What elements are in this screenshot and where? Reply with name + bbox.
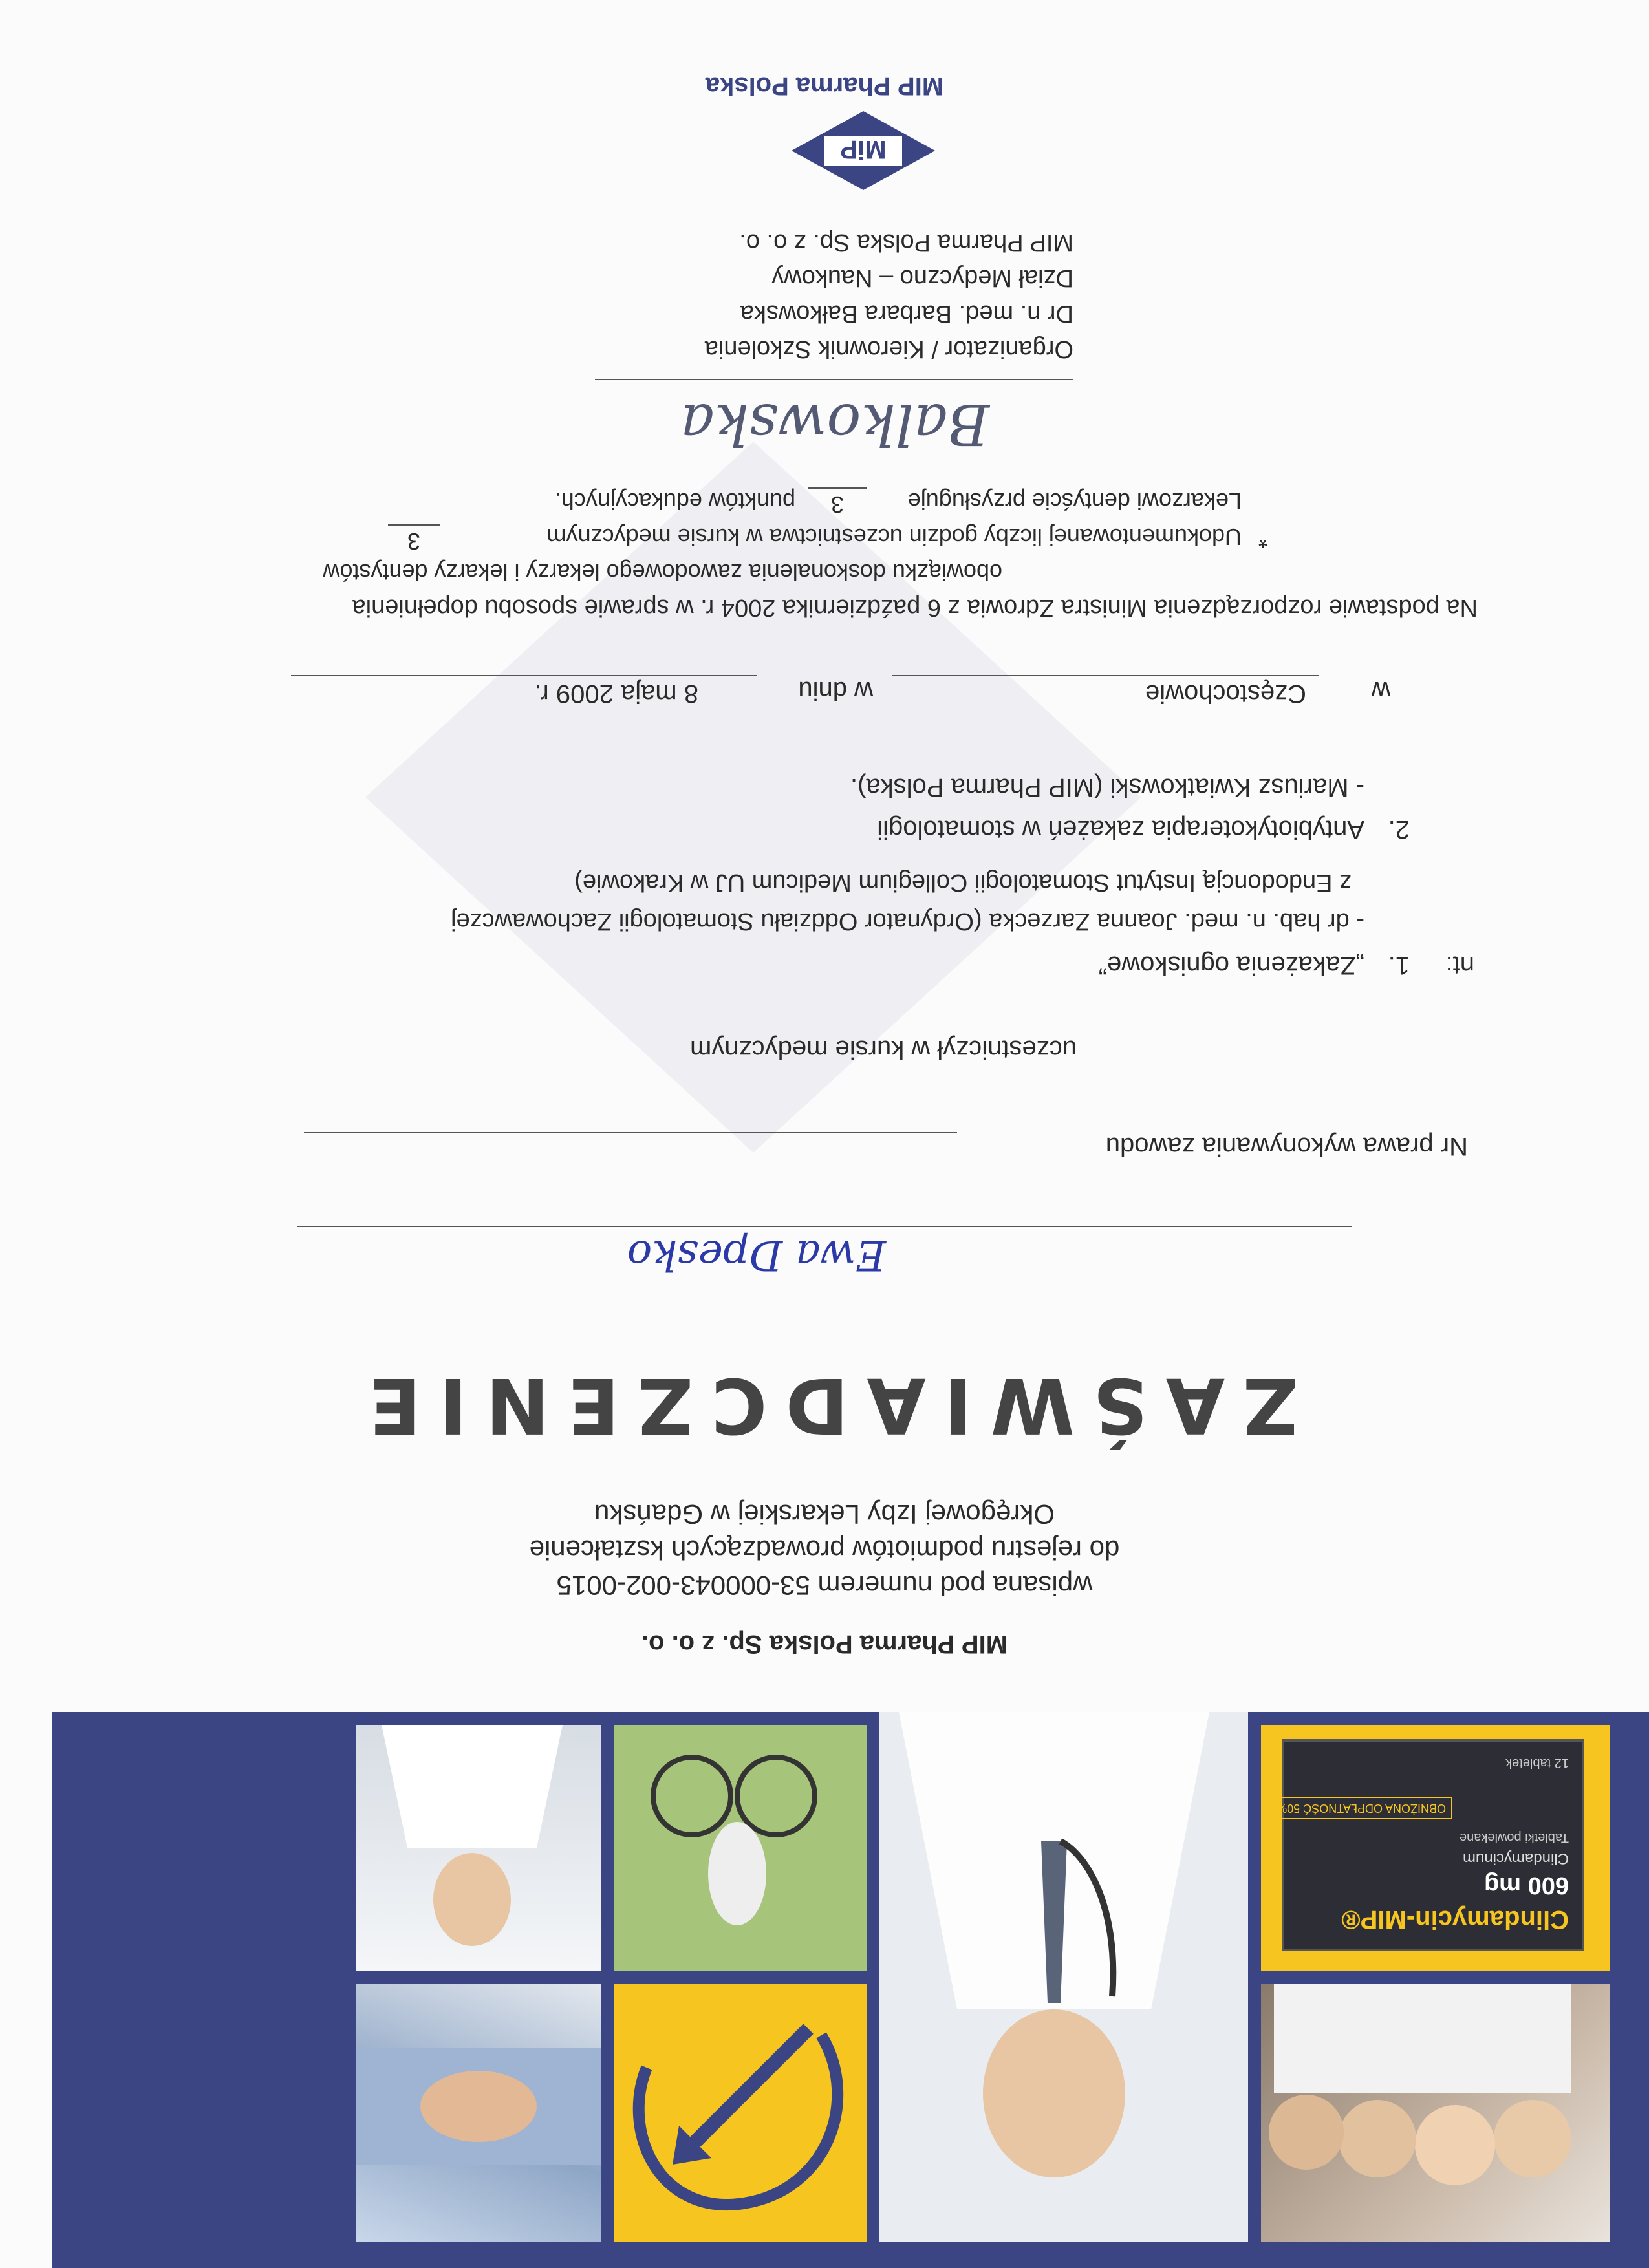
signature-company: MIP Pharma Polska Sp. z o. o. bbox=[739, 229, 1073, 256]
product-form: Tabletki powlekane bbox=[1460, 1830, 1569, 1845]
photo-mosaic-banner bbox=[52, 1712, 1649, 2268]
hours-value: 3 bbox=[407, 528, 420, 555]
item-1-speaker-line-1: - dr hab. n. med. Joanna Zarzecka (Ordynator Oddziału Stomatologii Zachowawczej bbox=[451, 908, 1364, 935]
item-1-number: 1. bbox=[1388, 951, 1410, 979]
product-dose: 600 mg bbox=[1484, 1872, 1569, 1899]
product-generic: Clindamycinum bbox=[1462, 1850, 1569, 1867]
date-line bbox=[291, 675, 757, 676]
w-dniu-label: w dniu bbox=[798, 676, 873, 705]
legal-line-2: obowiązku doskonalenia zawodowego lekarzy i lekarzy dentystów bbox=[323, 559, 1002, 586]
city-line bbox=[892, 675, 1319, 676]
legal-line-4: Lekarzowi dentyście przysługuje bbox=[907, 488, 1242, 515]
item-2-number: 2. bbox=[1388, 815, 1410, 844]
clindamycin-box bbox=[1277, 1739, 1584, 1951]
signature-name: Dr n. med. Barbara Bałkowska bbox=[740, 300, 1073, 327]
city: Częstochowie bbox=[1145, 679, 1306, 708]
participant-handwritten-name: Ewa Dpesko bbox=[627, 1231, 886, 1279]
hours-line bbox=[388, 524, 440, 526]
nt-label: nt: bbox=[1445, 951, 1474, 979]
points-value: 3 bbox=[830, 491, 844, 518]
legal-line-4-end: punktów edukacyjnych. bbox=[554, 488, 795, 515]
w-label: w bbox=[1372, 676, 1390, 705]
legal-line-1: Na podstawie rozporządzenia Ministra Zdrowia z 6 października 2004 r. w sprawie sposobu dopełnienia bbox=[352, 594, 1478, 621]
arrow-icon bbox=[614, 1984, 867, 2242]
signature-role: Organizator / Kierownik Szkolenia bbox=[704, 336, 1073, 363]
arrow-logo-tile bbox=[614, 1984, 867, 2242]
handshake-photo bbox=[356, 1984, 601, 2242]
doctor-portrait-photo bbox=[879, 1712, 1248, 2242]
organizer-signature: Balkowska bbox=[680, 391, 989, 458]
product-count: 12 tabletek bbox=[1505, 1756, 1569, 1770]
item-1-title: „Zakażenia ogniskowe” bbox=[1098, 951, 1364, 979]
signature-department: Dział Medyczno – Naukowy bbox=[771, 264, 1073, 292]
points-line bbox=[808, 487, 867, 489]
legal-line-3: Udokumentowanej liczby godzin uczestnictwa w kursie medycznym bbox=[546, 524, 1242, 550]
license-line bbox=[304, 1132, 957, 1133]
doctors-group-photo bbox=[1261, 1984, 1610, 2242]
item-2-speaker: - Mariusz Kwiatkowski (MIP Pharma Polska). bbox=[850, 773, 1364, 802]
license-label: Nr prawa wykonywania zawodu bbox=[1105, 1132, 1468, 1161]
pharmacist-illustration bbox=[356, 1725, 601, 1971]
document-title: ZAŚWIADCZENIE bbox=[350, 1361, 1299, 1450]
participation-text: uczestniczył w kursie medycznym bbox=[690, 1035, 1077, 1064]
name-line bbox=[297, 1226, 1352, 1227]
legal-asterisk: * bbox=[1258, 527, 1267, 553]
item-2-title: Antybiotykoterapia zakażeń w stomatologii bbox=[877, 815, 1364, 844]
product-box-tile bbox=[1261, 1725, 1610, 1971]
signature-line bbox=[595, 379, 1073, 380]
registry-line-1: wpisana pod numerem 53-000043-002-0015 bbox=[556, 1570, 1093, 1601]
logo-mark-text: MiP bbox=[840, 135, 887, 164]
handshake-illustration bbox=[356, 1984, 601, 2242]
company-header: MIP Pharma Polska Sp. z o. o. bbox=[641, 1630, 1008, 1658]
cyclist-illustration bbox=[614, 1725, 867, 1971]
doctors-group-illustration bbox=[1261, 1984, 1610, 2242]
registry-line-2: do rejestru podmiotów prowadzących kształcenie bbox=[529, 1535, 1120, 1565]
product-name: Clindamycin-MIP® bbox=[1341, 1905, 1569, 1934]
logo-caption: MIP Pharma Polska bbox=[705, 72, 944, 100]
registry-line-3: Okręgowej Izby Lekarskiej w Gdańsku bbox=[594, 1499, 1055, 1530]
item-1-speaker-line-2: z Endodoncją Instytut Stomatologii Collegium Medicum UJ w Krakowie) bbox=[574, 869, 1352, 896]
product-badge: OBNIŻONA ODPŁATNOŚĆ 50% bbox=[1270, 1797, 1452, 1820]
date: 8 maja 2009 r. bbox=[534, 679, 698, 708]
cyclist-photo bbox=[614, 1725, 867, 1971]
pharmacist-photo bbox=[356, 1725, 601, 1971]
doctor-illustration bbox=[879, 1712, 1248, 2242]
